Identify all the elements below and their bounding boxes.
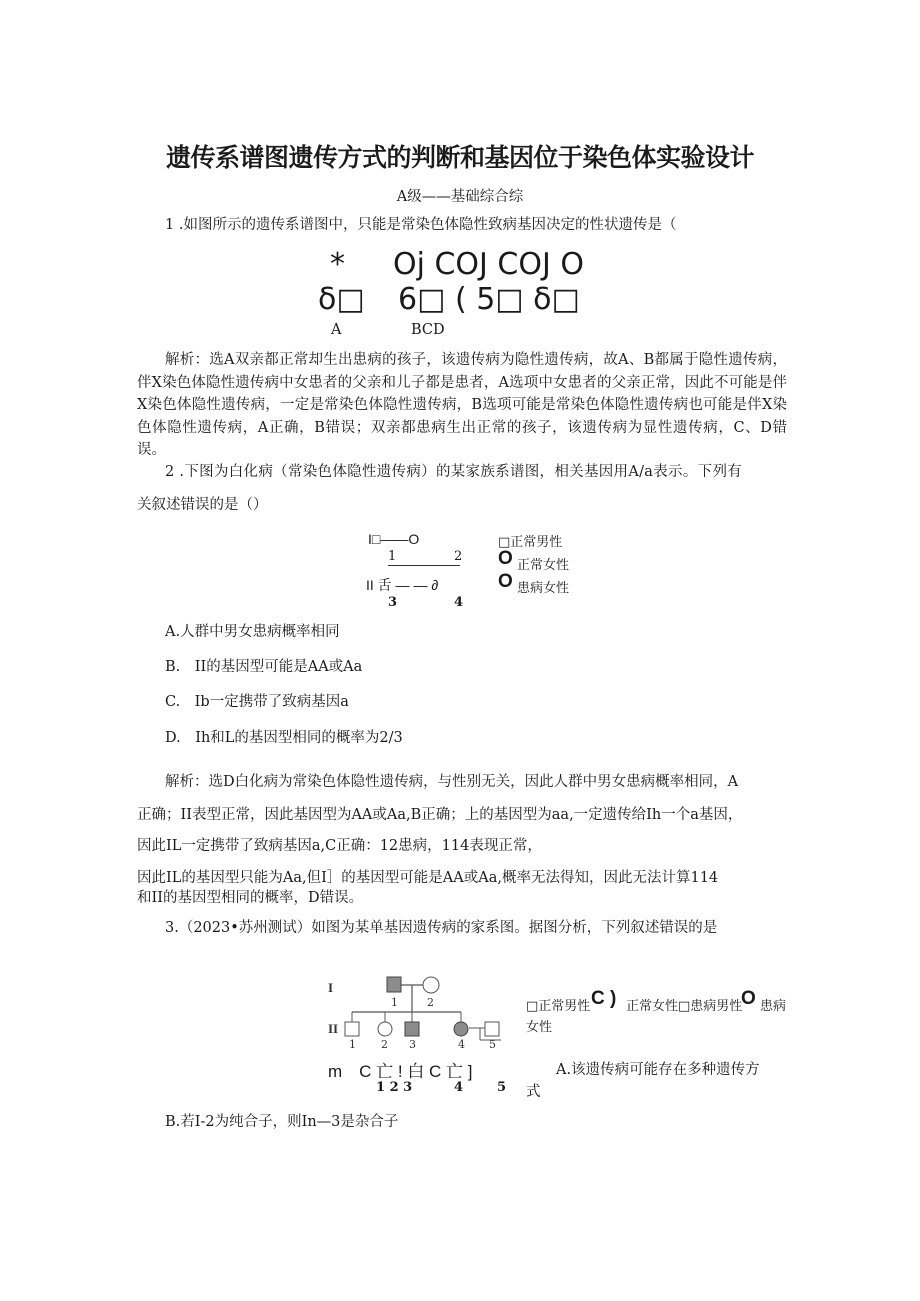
page-title: 遗传系谱图遗传方式的判断和基因位于染色体实验设计 [165, 143, 754, 172]
q3-normal-female-II2 [378, 1022, 392, 1036]
q2-pedigree-num-1: 1 [388, 549, 397, 564]
q2-legend-normal-female: 正常女性 [517, 558, 570, 573]
q2-pedigree-gen2: II 舌 — — ∂ [366, 577, 439, 593]
q2-option-c: C. Ib一定携带了致病基因a [165, 694, 349, 710]
q1-figure-a-bottom: δ□ [318, 282, 365, 317]
q3-stem: 3.（2023•苏州测试）如图为某单基因遗传病的家系图。据图分析，下列叙述错误的是 [165, 920, 718, 936]
q3-normal-male-II5 [485, 1022, 499, 1036]
q2-pedigree-num-4: 4 [454, 595, 464, 610]
q3-gen-II: II [328, 1021, 339, 1036]
q3-num-II2: 2 [381, 1038, 388, 1051]
q3-affected-male-I1 [387, 977, 401, 992]
q3-legend-circle-icon: C ) [591, 988, 617, 1009]
q3-legend-affected-circle-icon: O [741, 988, 756, 1009]
q3-garbled-num-5: 5 [497, 1080, 507, 1095]
q3-num-I1: 1 [391, 996, 398, 1009]
q3-pedigree-chart [322, 968, 512, 1051]
section-subtitle: A级——基础综合综 [396, 189, 524, 205]
q2-option-d: D. Ih和L的基因型相同的概率为2/3 [165, 730, 403, 746]
q3-garbled-row: m C 亡 ! 白 C 亡 ] [328, 1062, 473, 1081]
q2-pedigree-num-2: 2 [454, 549, 463, 564]
q3-affected-male-II3 [405, 1022, 419, 1036]
q2-analysis-line2: 正确；II表型正常，因此基因型为AA或Aa,B正确；上的基因型为aa,一定遗传给Ih一个a基因， [137, 807, 743, 823]
q3-legend-normal-male: □正常男性 [526, 999, 591, 1014]
q1-figure-bcd-bottom: 6□ ( 5□ δ□ [398, 282, 580, 317]
q2-option-b: B. II的基因型可能是AA或Aa [165, 659, 363, 675]
q1-figure-bcd-top: Oj COJ COJ O [393, 247, 584, 282]
q2-analysis-line4: 因此IL的基因型只能为Aa,但I］的基因型可能是AA或Aa,概率无法得知，因此无法计算114 [137, 870, 719, 886]
q2-analysis-line3: 因此IL一定携带了致病基因a,C正确：12患病，114表现正常， [137, 838, 542, 854]
q2-legend-circle-icon-affected: O [498, 571, 513, 592]
q3-num-I2: 2 [427, 996, 434, 1009]
q3-affected-female-II4 [454, 1022, 468, 1036]
q2-analysis-line5: 和II的基因型相同的概率，D错误。 [137, 890, 364, 906]
q2-legend-circle-icon: O [498, 548, 513, 569]
q2-legend-affected-female: 患病女性 [517, 581, 570, 596]
q3-legend-normal-female-affected-male: 正常女性□患病男性 [626, 999, 743, 1014]
q3-option-a-line2: 式 [526, 1084, 541, 1100]
q1-label-bcd: BCD [411, 322, 445, 338]
q3-num-II4: 4 [458, 1038, 465, 1051]
q1-label-a: A [331, 322, 342, 338]
q2-option-a: A.人群中男女患病概率相同 [165, 624, 340, 640]
q2-pedigree-sibline [388, 565, 460, 566]
q1-figure-a-top: * [330, 247, 345, 282]
q3-garbled-num-4: 4 [454, 1080, 464, 1095]
q2-stem-line2: 关叙述错误的是（） [137, 497, 268, 513]
q3-normal-female-I2 [423, 977, 439, 993]
q3-normal-male-II1 [345, 1022, 359, 1036]
q3-legend-affected-female-part2: 女性 [526, 1020, 553, 1035]
q3-gen-I: I [328, 980, 334, 995]
q2-stem-line1: 2 .下图为白化病（常染色体隐性遗传病）的某家族系谱图，相关基因用A/a表示。下列有 [165, 464, 743, 480]
q2-pedigree-gen1: I□——O [368, 531, 420, 547]
q3-garbled-nums-123: 1 2 3 [376, 1080, 413, 1095]
q3-num-II5: 5 [489, 1038, 496, 1051]
q3-num-II3: 3 [409, 1038, 416, 1051]
q1-stem: 1 .如图所示的遗传系谱图中，只能是常染色体隐性致病基因决定的性状遗传是（ [165, 217, 677, 233]
q2-legend-normal-male: □正常男性 [498, 535, 563, 550]
q3-option-a-line1: A.该遗传病可能存在多种遗传方 [556, 1062, 760, 1078]
q3-legend-affected-female-part1: 患病 [760, 999, 787, 1014]
q2-analysis-line1: 解析：选D白化病为常染色体隐性遗传病，与性别无关，因此人群中男女患病概率相同，A [165, 774, 739, 790]
q1-analysis: 解析：选A双亲都正常却生出患病的孩子，该遗传病为隐性遗传病，故A、B都属于隐性遗传病，伴X染色体隐性遗传病中女患者的父亲和儿子都是患者，A选项中女患者的父亲正常，因此不可能是伴X染色体隐性遗传病，一定是常染色体隐性遗传病，B选项可能是常染色体隐性遗传病也可能是伴X染色体隐性遗传病，A正确，B错误；双亲都患病生出正常的孩子，该遗传病为显性遗传病，C、D错误。 [137, 352, 787, 458]
q3-num-II1: 1 [349, 1038, 356, 1051]
q2-pedigree-num-3: 3 [388, 595, 398, 610]
q3-option-b: B.若I-2为纯合子，则In—3是杂合子 [165, 1114, 399, 1130]
